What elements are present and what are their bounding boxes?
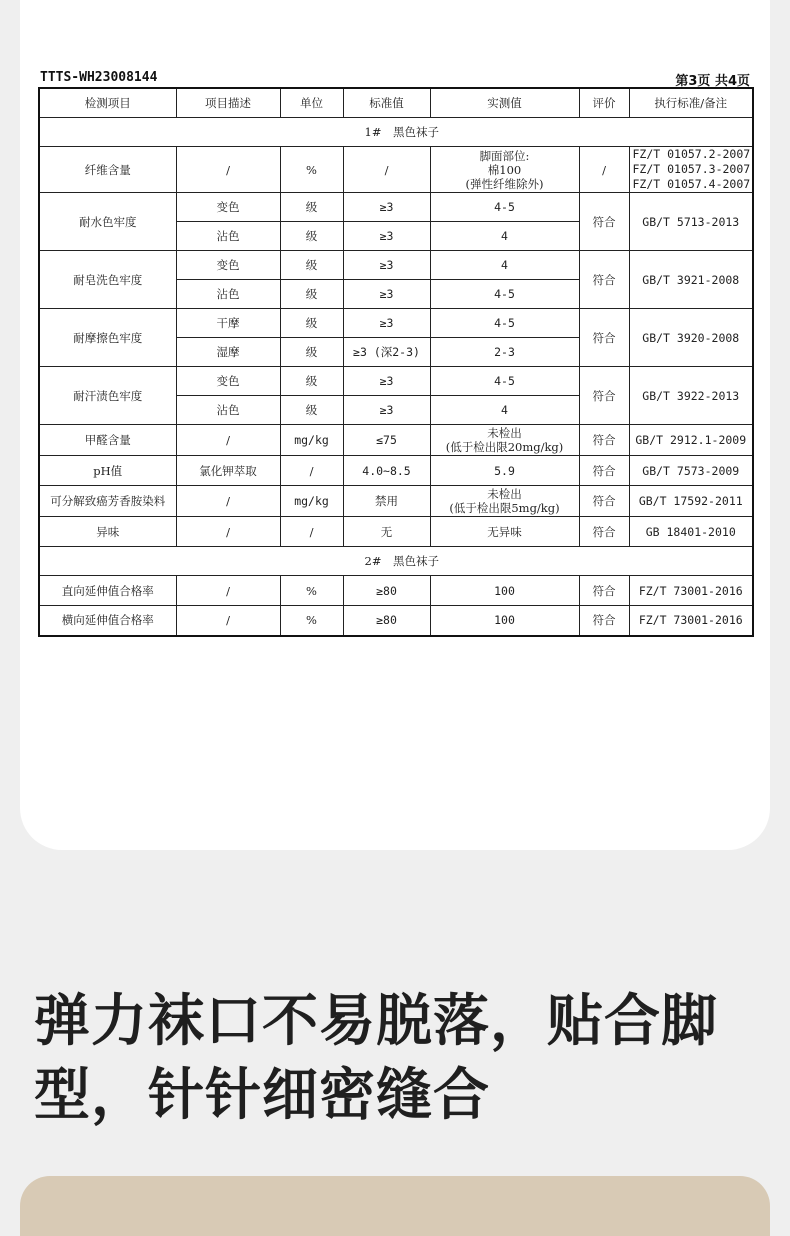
cell-unit: %	[280, 606, 343, 636]
table-row	[39, 456, 753, 486]
cell-std: ≥3	[343, 309, 430, 338]
cell-desc: 氯化钾萃取	[176, 456, 280, 486]
cell-measured: 100	[430, 606, 579, 636]
cell-measured: 2-3	[430, 338, 579, 367]
cell-desc: 变色	[176, 251, 280, 280]
cell-measured: 4-5	[430, 367, 579, 396]
measured-line: (低于检出限5mg/kg)	[449, 501, 560, 515]
report-number: TTTS-WH23008144	[40, 70, 158, 85]
table-row	[39, 486, 753, 517]
cell-eval: 符合	[579, 456, 629, 486]
page-info: 第3页 共4页	[675, 74, 750, 89]
cell-desc: 干摩	[176, 309, 280, 338]
cell-unit: 级	[280, 280, 343, 309]
table-row	[39, 309, 753, 338]
cell-item: 纤维含量	[39, 147, 176, 193]
cell-unit: 级	[280, 251, 343, 280]
cell-desc: /	[176, 517, 280, 547]
cell-eval: 符合	[579, 606, 629, 636]
cell-measured	[430, 425, 579, 456]
cell-unit: 级	[280, 396, 343, 425]
measured-line: 未检出	[487, 426, 522, 440]
cell-desc: /	[176, 606, 280, 636]
cell-item: 耐摩擦色牢度	[39, 309, 176, 367]
cell-measured: 4	[430, 396, 579, 425]
cell-desc: /	[176, 576, 280, 606]
section-name: 黑色袜子	[393, 554, 439, 568]
cell-eval: 符合	[579, 251, 629, 309]
cell-eval: 符合	[579, 576, 629, 606]
cell-std: /	[343, 147, 430, 193]
cell-item: 异味	[39, 517, 176, 547]
cell-eval: 符合	[579, 367, 629, 425]
cell-standard: GB/T 5713-2013	[629, 193, 753, 251]
cell-measured: 5.9	[430, 456, 579, 486]
table-row	[39, 367, 753, 396]
cell-desc: /	[176, 425, 280, 456]
cell-desc: /	[176, 486, 280, 517]
cell-std: ≥80	[343, 606, 430, 636]
cell-std: 无	[343, 517, 430, 547]
cell-item: 耐皂洗色牢度	[39, 251, 176, 309]
cell-standard: FZ/T 73001-2016	[629, 606, 753, 636]
col-header-standard: 执行标准/备注	[629, 88, 753, 118]
measured-line: (低于检出限20mg/kg)	[445, 440, 564, 454]
measured-line: (弹性纤维除外)	[465, 176, 544, 191]
cell-desc: 沾色	[176, 222, 280, 251]
cell-unit: 级	[280, 309, 343, 338]
cell-measured: 无异味	[430, 517, 579, 547]
standard-line: FZ/T 01057.3-2007	[632, 162, 751, 176]
cell-eval: /	[579, 147, 629, 193]
table-row	[39, 147, 753, 193]
cell-std: ≥3	[343, 367, 430, 396]
table-row	[39, 606, 753, 636]
cell-unit: mg/kg	[280, 425, 343, 456]
cell-measured: 100	[430, 576, 579, 606]
cell-unit: 级	[280, 338, 343, 367]
slogan-line-2: 型，针针细密缝合	[34, 1063, 490, 1128]
col-header-item: 检测项目	[39, 88, 176, 118]
section-number: 2#	[364, 554, 382, 568]
cell-measured: 4	[430, 222, 579, 251]
cell-eval: 符合	[579, 425, 629, 456]
cell-measured: 4-5	[430, 309, 579, 338]
cell-measured	[430, 486, 579, 517]
cell-measured: 4-5	[430, 280, 579, 309]
table-row	[39, 576, 753, 606]
cell-unit: mg/kg	[280, 486, 343, 517]
cell-desc: 沾色	[176, 280, 280, 309]
cell-standard	[629, 147, 753, 193]
cell-item: 可分解致癌芳香胺染料	[39, 486, 176, 517]
cell-eval: 符合	[579, 309, 629, 367]
cell-item: 耐水色牢度	[39, 193, 176, 251]
cell-unit: 级	[280, 222, 343, 251]
cell-desc: 变色	[176, 367, 280, 396]
cell-unit: /	[280, 517, 343, 547]
measured-line: 脚面部位:	[479, 148, 530, 163]
cell-item: 甲醛含量	[39, 425, 176, 456]
cell-item: 横向延伸值合格率	[39, 606, 176, 636]
cell-unit: 级	[280, 367, 343, 396]
cell-std: ≥3	[343, 280, 430, 309]
cell-standard: GB 18401-2010	[629, 517, 753, 547]
table-header-row	[39, 88, 753, 118]
cell-standard: GB/T 3921-2008	[629, 251, 753, 309]
cell-unit: /	[280, 456, 343, 486]
cell-desc: 湿摩	[176, 338, 280, 367]
cell-standard: GB/T 7573-2009	[629, 456, 753, 486]
cell-std: ≥3 (深2-3)	[343, 338, 430, 367]
cell-unit: 级	[280, 193, 343, 222]
cell-measured: 4	[430, 251, 579, 280]
cell-standard: GB/T 3922-2013	[629, 367, 753, 425]
cell-item: 耐汗渍色牢度	[39, 367, 176, 425]
table-row	[39, 193, 753, 222]
cell-measured	[430, 147, 579, 193]
cell-std: 4.0~8.5	[343, 456, 430, 486]
cell-desc: /	[176, 147, 280, 193]
col-header-desc: 项目描述	[176, 88, 280, 118]
cell-std: ≥3	[343, 222, 430, 251]
col-header-measured: 实测值	[430, 88, 579, 118]
cell-item: 直向延伸值合格率	[39, 576, 176, 606]
table-row	[39, 517, 753, 547]
cell-eval: 符合	[579, 486, 629, 517]
table-row	[39, 251, 753, 280]
cell-std: ≤75	[343, 425, 430, 456]
cell-unit: %	[280, 576, 343, 606]
cell-std: ≥80	[343, 576, 430, 606]
cell-std: 禁用	[343, 486, 430, 517]
cell-standard: FZ/T 73001-2016	[629, 576, 753, 606]
cell-std: ≥3	[343, 193, 430, 222]
section-number: 1#	[364, 125, 382, 139]
cell-eval: 符合	[579, 517, 629, 547]
cell-standard: GB/T 17592-2011	[629, 486, 753, 517]
cell-measured: 4-5	[430, 193, 579, 222]
col-header-std: 标准值	[343, 88, 430, 118]
col-header-unit: 单位	[280, 88, 343, 118]
cell-desc: 变色	[176, 193, 280, 222]
section-row	[39, 118, 753, 147]
slogan-line-1: 弹力袜口不易脱落，贴合脚	[34, 989, 718, 1054]
cell-item: pH值	[39, 456, 176, 486]
section-name: 黑色袜子	[393, 125, 439, 139]
cell-standard: GB/T 3920-2008	[629, 309, 753, 367]
col-header-eval: 评价	[579, 88, 629, 118]
product-slogan	[34, 985, 764, 1133]
cell-desc: 沾色	[176, 396, 280, 425]
table-row	[39, 425, 753, 456]
next-section-band	[20, 1176, 770, 1236]
measured-line: 未检出	[487, 487, 522, 501]
standard-line: FZ/T 01057.4-2007	[632, 177, 751, 191]
cell-std: ≥3	[343, 396, 430, 425]
standard-line: FZ/T 01057.2-2007	[632, 147, 751, 161]
section-row	[39, 547, 753, 576]
cell-unit: %	[280, 147, 343, 193]
cell-std: ≥3	[343, 251, 430, 280]
test-result-table	[38, 87, 754, 637]
measured-line: 棉100	[487, 162, 522, 177]
cell-standard: GB/T 2912.1-2009	[629, 425, 753, 456]
cell-eval: 符合	[579, 193, 629, 251]
